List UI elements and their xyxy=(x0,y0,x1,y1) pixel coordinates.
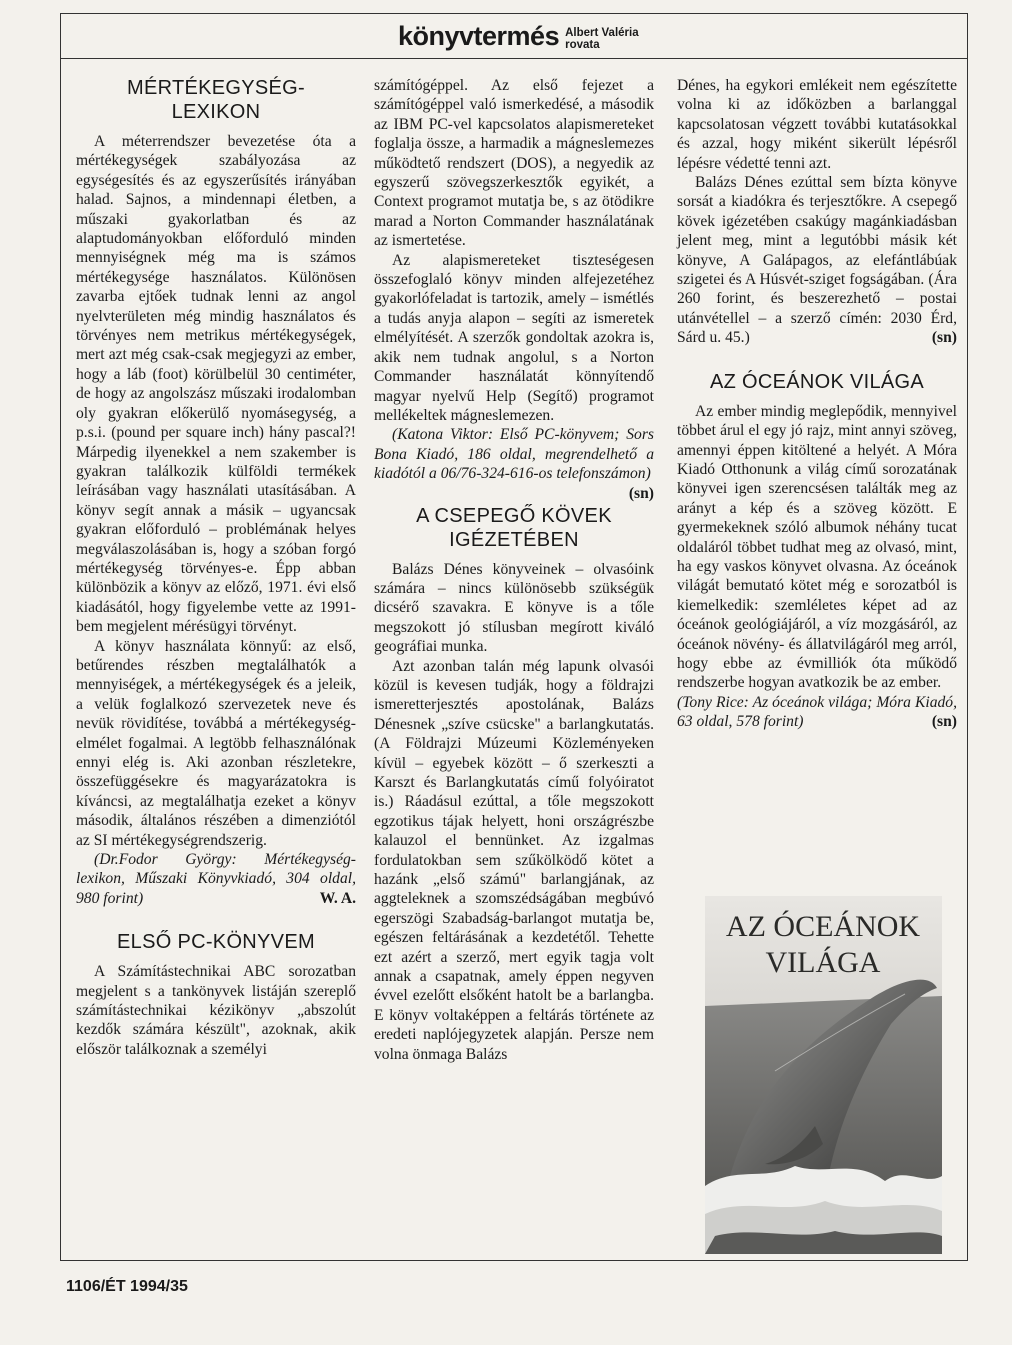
section-header xyxy=(398,20,639,52)
article-paragraph: A Számítástechnikai ABC sorozatban megjelent s a tankönyvek listáján szereplő számítástechnikai kézikönyv „abszolút kezdők számára készült", azoknak, akik először találkoznak a személyi xyxy=(76,963,356,1058)
article-paragraph: Az alapismereteket tiszteségesen összefoglaló könyv minden alfejezetéhez gyakorlófeladat is tartozik, amely – ismétlés a tudás anyja alapon – segíti az ismeretek elmélyítését. A szerzők gondoltak azokra is, akik nem tudnak angolul, s a Norton Commander használatát könnyítendő magyar nyelvű Help (Segítő) programot mellékeltek mágneslemezen. xyxy=(374,251,654,424)
article-paragraph: A méterrendszer bevezetése óta a mértékegységek szabályozása az egységesítés és az egyszerűsítés irányában halad. Sajnos, a mindennapi életben, a műszaki gyakorlatban és az alaptudományokban előforduló minden mennyiségnek még ma is számos mértékegysége használatos. Különösen zavarba ejtőek tudnak lenni az angol nyelvterületen még mindig használatos és törvényes nem metrikus mértékegységek, mert azt még csak-csak megjegyzi az ember, hogy a láb (foot) körülbelül 30 centiméter, de hogy az angolszász műszaki irodalomban oly gyakran előkerülő nyomásegység, a p.s.i. (pound per square inch) hány pascal?! Márpedig ilyenekkel a nem szakember is gyakran találkozik külföldi termékek leírásában vagy használati utasításában. A könyv segít annak a másik – ugyancsak gyakran előforduló – problémának helyes megválaszolásában is, hogy a szóban forgó mértékegység törvényes-e. Épp abban különbözik a könyv az előző, 1971. évi első kiadásától, hogy figyelembe vette az 1991-bem megjelent mérésügyi törvényt. xyxy=(76,133,356,636)
column-3 xyxy=(677,76,957,732)
article-paragraph: Az ember mindig meglepődik, mennyivel többet árul el egy jó rajz, mint annyi szöveg, amennyi éppen kitöltené a helyét. A Móra Kiadó Otthonunk a világ című sorozatának könyvei igen szerencsésen találták meg az arányt a kép és a szöveg között. E gyermekeknek szóló albumok néhány tucat oldaláról többet tudhat meg az olvasó, mint, ha egy vaskos könyvet olvasna. Az óceánok világát bemutató kötet még e sorozatból is kiemelkedik: szemléletes képet ad az óceánok geológiájáról, a víz mozgásáról, az óceánok növény- és állatvilágáról meg arról, hogy ebbe az évmilliók óta működő rendszerbe hogyan avatkozik be az ember. xyxy=(677,402,957,692)
page-footer: 1106/ÉT 1994/35 xyxy=(66,1278,188,1295)
article-signature: (sn) xyxy=(931,329,957,347)
article-paragraph: számítógéppel. Az első fejezet a számítógéppel való ismerkedésé, a második az IBM PC-vel kapcsolatos alapismereteket foglalja össze, a harmadik a mágneslemezes működtető rendszert (DOS), a negyedik az egyszerű szövegszerkesztők egyikét, a Context programot mutatja be, s az ötödikre marad a Norton Commander használatának az ismertetése. xyxy=(374,77,654,250)
whale-illustration-icon xyxy=(705,896,942,1254)
section-title: könyvtermés xyxy=(398,21,560,51)
article-heading-csepego: A CSEPEGŐ KÖVEK IGÉZETÉBEN xyxy=(416,504,612,551)
article-paragraph: Azt azonban talán még lapunk olvasói közül is kevesen tudják, hogy a földrajzi ismeretterjesztés apostolának, Balázs Dénesnek „szíve csücske" a barlangkutatás. (A Földrajzi Múzeumi Közleményeken kívül – egyebek között – ő szerkeszti a Karszt és Barlangkutatás című folyóiratot is.) Ráadásul ezúttal, a tőle megszokott egzotikus tájak helyett, honi országrészbe kalauzol el bennünket. Az izgalmas fordulatokban sem szűkölködő kötet a hazánk „első számú" barlangjának, az aggteleknek a szomszédságában megbúvó egerszögi Szabadság-barlangot mutatja be, egészen feltárásának a kezdetétől. Tehette ezt azért a szerző, mert egyik tagja volt annak a csapatnak, amely éppen negyven évvel ezelőtt elsőként hatolt be a barlangba. E könyv voltaképpen a feltárás története az eredeti naplójegyzetek alapján. Persze nem volna önmaga Balázs xyxy=(374,657,654,1063)
article-paragraph: A könyv használata könnyű: az első, betűrendes részben megtalálhatók a mennyiségek, a mértékegységek és a jeleik, a velük foglalkozó szervezetek neve és nevük rövidítése, továbbá a mértékegység-elmélet fogalmai. A legtöbb felhasználónak ennyi elég is. Aki azonban részletekre, összefüggésekre és magyarázatokra is kíváncsi, az megtalálhatja ezeket a könyv második, általános részében a dimenziótól az SI mértékegységrendszerig. xyxy=(76,637,356,849)
article-paragraph: Balázs Dénes ezúttal sem bízta könyve sorsát a kiadókra és terjesztőkre. A csepegő kövek igézetében csakúgy magánkiadásban jelent meg, mint a legutóbbi másik két könyve, A Galápagos, az elefántlábúak szigetei és A Húsvét-sziget fogságában. (Ára 260 forint, és beszerezhető – postai utánvétellel – a szerző címén: 2030 Érd, Sárd u. 45.) (sn) xyxy=(677,174,957,347)
article-heading-oceanok: AZ ÓCEÁNOK VILÁGA xyxy=(709,370,925,393)
article-reference: (Tony Rice: Az óceánok világa; Móra Kiadó, 63 oldal, 578 forint) (sn) xyxy=(677,693,957,731)
cover-title-1: AZ ÓCEÁNOK xyxy=(725,910,921,943)
article-reference: (Dr.Fodor György: Mértékegység-lexikon, Műszaki Könyvkiadó, 304 oldal, 980 forint) W. A. xyxy=(76,851,356,907)
book-cover-image xyxy=(705,896,942,1254)
article-signature: (sn) xyxy=(931,713,957,731)
cover-title-2: VILÁGA xyxy=(765,946,881,979)
article-signature: (sn) xyxy=(628,484,654,502)
article-reference: (Katona Viktor: Első PC-könyvem; Sors Bona Kiadó, 186 oldal, megrendelhető a kiadótól a 06/76-324-616-os telefonszámon) (sn) xyxy=(374,426,654,502)
header-rule xyxy=(60,58,968,59)
article-heading-mertekegyseg: MÉRTÉKEGYSÉG-LEXIKON xyxy=(126,77,305,123)
column-1 xyxy=(76,74,356,1059)
column-2 xyxy=(374,76,654,1064)
article-paragraph: Dénes, ha egykori emlékeit nem egészítette volna ki az időközben a barlanggal kapcsolatosan végzett további kutatásokkal és azzal, hogy miként sikerült lépésről lépésre védetté tenni azt. xyxy=(677,77,957,172)
article-heading-pc: ELSŐ PC-KÖNYVEM xyxy=(117,931,315,954)
article-paragraph: Balázs Dénes könyveinek – olvasóink számára – nincs különösebb szükségük dicsérő szavakra. E könyve is a tőle megszokott jó stílusban megírott kiváló geográfiai munka. xyxy=(374,560,654,656)
section-byline: Albert Valéria rovata xyxy=(565,27,639,51)
article-signature: W. A. xyxy=(319,889,356,907)
